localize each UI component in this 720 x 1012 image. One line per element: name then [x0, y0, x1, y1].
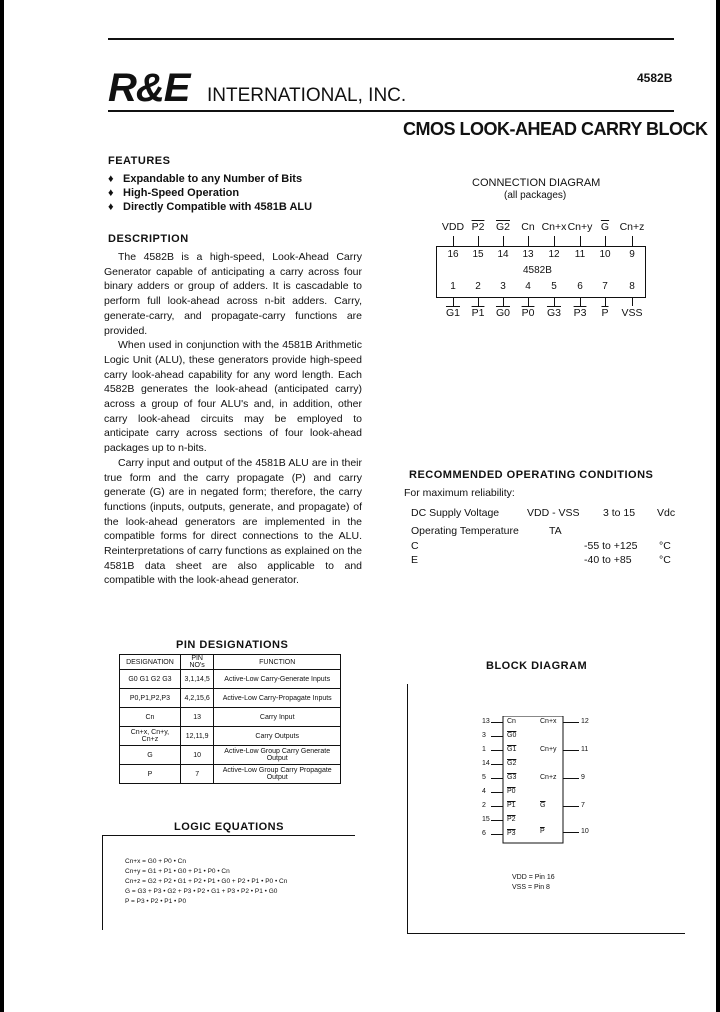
feature-item: Directly Compatible with 4581B ALU	[123, 201, 313, 213]
table-cell: P	[120, 765, 181, 784]
table-cell: Active-Low Group Carry Propagate Output	[214, 765, 341, 784]
block-output-lead	[563, 832, 579, 833]
logic-equation: Cn+y = G1 + P1 • G0 + P1 • P0 • Cn	[125, 868, 230, 875]
condition-value: 3 to 15	[603, 507, 636, 519]
connection-heading: CONNECTION DIAGRAM	[472, 177, 601, 189]
condition-unit: Vdc	[657, 507, 676, 519]
table-row	[120, 746, 341, 765]
pin-lead-bottom	[605, 297, 606, 306]
block-supply-label: VDD = Pin 16	[512, 874, 555, 881]
table-cell: 13	[180, 708, 214, 727]
pin-lead-bottom	[503, 297, 504, 306]
pin-lead-top	[503, 236, 504, 246]
block-output-pin: 10	[581, 828, 589, 835]
pin-number-top: 13	[522, 249, 534, 260]
pin-table-header: DESIGNATION	[120, 655, 181, 670]
pin-table-header: FUNCTION	[214, 655, 341, 670]
table-row	[120, 708, 341, 727]
pin-number-bottom: 3	[500, 281, 506, 292]
part-number: 4582B	[637, 71, 673, 85]
pin-number-top: 12	[548, 249, 560, 260]
pin-number-top: 14	[497, 249, 509, 260]
pin-number-bottom: 1	[450, 281, 456, 292]
block-output-label: $\overline{G}$	[540, 802, 546, 809]
chip-label: 4582B	[523, 265, 552, 276]
conditions-heading: RECOMMENDED OPERATING CONDITIONS	[409, 469, 654, 481]
block-output-label: Cn+y	[540, 746, 557, 753]
datasheet-page	[4, 0, 716, 1012]
feature-item: High-Speed Operation	[123, 187, 240, 199]
pin-number-bottom: 6	[577, 281, 583, 292]
block-output-lead	[563, 722, 579, 723]
feature-bullet-icon: ♦	[108, 201, 114, 213]
pin-table-header: PIN NO's	[180, 655, 214, 670]
pin-label-bottom: P1	[471, 307, 485, 319]
table-cell: Active-Low Carry-Generate Inputs	[214, 670, 341, 689]
condition-unit: °C	[659, 554, 671, 566]
block-output-lead	[563, 778, 579, 779]
block-input-pin: 4	[482, 788, 486, 795]
company-logo: R&E	[108, 66, 190, 110]
pin-label-bottom: G0	[495, 307, 510, 319]
logic-equation: P = P3 • P2 • P1 • P0	[125, 898, 187, 905]
feature-bullet-icon: ♦	[108, 173, 114, 185]
table-cell: Active-Low Group Carry Generate Output	[214, 746, 341, 765]
block-output-label: $\overline{P}$	[540, 828, 545, 835]
table-cell: G0 G1 G2 G3	[120, 670, 181, 689]
pin-label-bottom: G1	[445, 307, 460, 319]
pin-lead-bottom	[580, 297, 581, 306]
block-input-pin: 1	[482, 746, 486, 753]
block-input-pin: 2	[482, 802, 486, 809]
pin-number-top: 15	[472, 249, 484, 260]
pin-lead-top	[632, 236, 633, 246]
table-cell: 4,2,15,6	[180, 689, 214, 708]
pin-designations-table	[119, 654, 341, 784]
block-output-pin: 7	[581, 802, 585, 809]
block-input-label: P3	[507, 830, 516, 837]
logic-equations-heading: LOGIC EQUATIONS	[174, 821, 284, 833]
pin-number-top: 10	[599, 249, 611, 260]
pin-label-top: Cn+y	[567, 221, 593, 233]
pin-lead-top	[528, 236, 529, 246]
pin-lead-bottom	[528, 297, 529, 306]
pin-label-top: VDD	[441, 221, 465, 233]
pin-designations-heading: PIN DESIGNATIONS	[176, 639, 289, 651]
pin-label-bottom: P3	[573, 307, 587, 319]
description-paragraph: Carry input and output of the 4581B ALU are in their true form and the carry propagate (P) and carry generate (G) are in negated form; therefore, the carry functions (inputs, outputs, generate, and propagate) of the look-ahead generators are implemented in the compatible forms for direct connections to the ALU. Reinterpretations of carry functions as explained on the 4581B data sheet are also applicable to and compatible with the look-ahead generator.	[104, 456, 362, 587]
table-row	[120, 670, 341, 689]
condition-unit: °C	[659, 540, 671, 552]
block-diagram-graphic	[474, 716, 604, 856]
block-input-label: G1	[507, 746, 517, 753]
condition-value: -55 to +125	[584, 540, 638, 552]
table-cell: 3,1,14,5	[180, 670, 214, 689]
block-output-pin: 12	[581, 718, 589, 725]
block-input-label: P1	[507, 802, 516, 809]
table-cell: 7	[180, 765, 214, 784]
description-paragraph: When used in conjunction with the 4581B Arithmetic Logic Unit (ALU), these generators provide high-speed carry look-ahead capability for any word length. Each 4582B generates the look-ahead (anticipated carry) across a group of four ALU's and, in addition, other carry look-ahead circuits may be employed to anticipate carry across sections of four look-ahead packages up to n-bits.	[104, 339, 362, 455]
description-body	[104, 250, 362, 588]
table-cell: Carry Input	[214, 708, 341, 727]
condition-label: DC Supply Voltage	[411, 507, 500, 519]
pin-number-bottom: 5	[551, 281, 557, 292]
block-input-lead	[491, 736, 503, 737]
logic-equation: Cn+x = G0 + P0 • Cn	[125, 858, 186, 865]
feature-bullet-icon: ♦	[108, 187, 114, 199]
block-output-lead	[563, 806, 579, 807]
block-input-lead	[491, 722, 503, 723]
block-input-pin: 6	[482, 830, 486, 837]
block-input-lead	[491, 764, 503, 765]
pin-number-bottom: 2	[475, 281, 481, 292]
table-cell: Active-Low Carry-Propagate Inputs	[214, 689, 341, 708]
pin-lead-bottom	[453, 297, 454, 306]
logic-equation: Cn+z = G2 + P2 • G1 + P2 • P1 • G0 + P2 • P1 • P0 • Cn	[125, 878, 288, 885]
block-input-pin: 5	[482, 774, 486, 781]
block-input-lead	[491, 806, 503, 807]
block-input-pin: 3	[482, 732, 486, 739]
table-cell: P0,P1,P2,P3	[120, 689, 181, 708]
pin-lead-top	[580, 236, 581, 246]
pin-label-top: Cn+x	[541, 221, 567, 233]
pin-number-bottom: 4	[525, 281, 531, 292]
block-output-label: Cn+x	[540, 718, 557, 725]
description-paragraph: The 4582B is a high-speed, Look-Ahead Carry Generator capable of anticipating a carry across four binary adders or group of adders. It is cascadable to perform full look-ahead across n-bit adders. Carry, generate-carry, and propagate-carry functions are provided.	[104, 251, 362, 337]
block-supply-label: VSS = Pin 8	[512, 884, 550, 891]
pin-lead-top	[478, 236, 479, 246]
pin-number-top: 11	[574, 249, 586, 260]
pin-lead-bottom	[554, 297, 555, 306]
pin-number-bottom: 8	[629, 281, 635, 292]
company-name: INTERNATIONAL, INC.	[207, 85, 407, 106]
pin-label-bottom: VSS	[621, 307, 643, 319]
top-rule	[108, 38, 674, 40]
pin-number-top: 16	[447, 249, 459, 260]
conditions-subheading: For maximum reliability:	[404, 487, 515, 499]
block-output-pin: 11	[581, 746, 589, 753]
condition-label: E	[411, 554, 419, 566]
block-input-lead	[491, 792, 503, 793]
logic-equation: G = G3 + P3 • G2 + P3 • P2 • G1 + P3 • P2 • P1 • G0	[125, 888, 278, 895]
block-input-pin: 15	[482, 816, 490, 823]
block-output-label: Cn+z	[540, 774, 557, 781]
block-input-label: P0	[507, 788, 516, 795]
table-cell: 12,11,9	[180, 727, 214, 746]
pin-label-bottom: $\overline{P}$	[601, 307, 609, 319]
pin-lead-top	[453, 236, 454, 246]
pin-number-bottom: 7	[602, 281, 608, 292]
pin-label-top: G2	[495, 221, 510, 233]
table-cell: 10	[180, 746, 214, 765]
block-diagram-heading: BLOCK DIAGRAM	[486, 660, 588, 672]
description-heading: DESCRIPTION	[108, 233, 189, 245]
pin-lead-bottom	[632, 297, 633, 306]
pin-lead-top	[605, 236, 606, 246]
table-cell: G	[120, 746, 181, 765]
page-title: CMOS LOOK-AHEAD CARRY BLOCK	[403, 119, 708, 139]
table-row	[120, 727, 341, 746]
pin-label-bottom: G3	[546, 307, 561, 319]
block-input-pin: 13	[482, 718, 490, 725]
condition-symbol: VDD - VSS	[527, 507, 580, 519]
pin-label-top: Cn+z	[619, 221, 645, 233]
condition-label: Operating Temperature	[411, 525, 519, 537]
pin-label-top: Cn	[521, 221, 535, 233]
block-input-label: G3	[507, 774, 517, 781]
block-input-label: G2	[507, 760, 517, 767]
logic-equations-box	[102, 835, 355, 930]
block-input-pin: 14	[482, 760, 490, 767]
pin-number-top: 9	[629, 249, 635, 260]
block-input-label: P2	[507, 816, 516, 823]
features-heading: FEATURES	[108, 155, 171, 167]
table-cell: Cn+x, Cn+y, Cn+z	[120, 727, 181, 746]
table-cell: Carry Outputs	[214, 727, 341, 746]
pin-label-top: $\overline{G}$	[600, 221, 610, 233]
feature-item: Expandable to any Number of Bits	[123, 173, 303, 185]
block-input-label: Cn	[507, 718, 516, 725]
block-input-lead	[491, 834, 503, 835]
connection-subheading: (all packages)	[504, 190, 567, 201]
table-cell: Cn	[120, 708, 181, 727]
block-input-label: G0	[507, 732, 517, 739]
condition-symbol: TA	[549, 525, 562, 537]
condition-label: C	[411, 540, 419, 552]
table-row	[120, 689, 341, 708]
pin-lead-top	[554, 236, 555, 246]
condition-value: -40 to +85	[584, 554, 632, 566]
pin-lead-bottom	[478, 297, 479, 306]
block-input-lead	[491, 820, 503, 821]
block-output-pin: 9	[581, 774, 585, 781]
pin-label-bottom: P0	[521, 307, 535, 319]
block-input-lead	[491, 750, 503, 751]
block-input-lead	[491, 778, 503, 779]
table-row	[120, 765, 341, 784]
header-rule	[108, 110, 674, 112]
block-output-lead	[563, 750, 579, 751]
pin-label-top: P2	[471, 221, 485, 233]
